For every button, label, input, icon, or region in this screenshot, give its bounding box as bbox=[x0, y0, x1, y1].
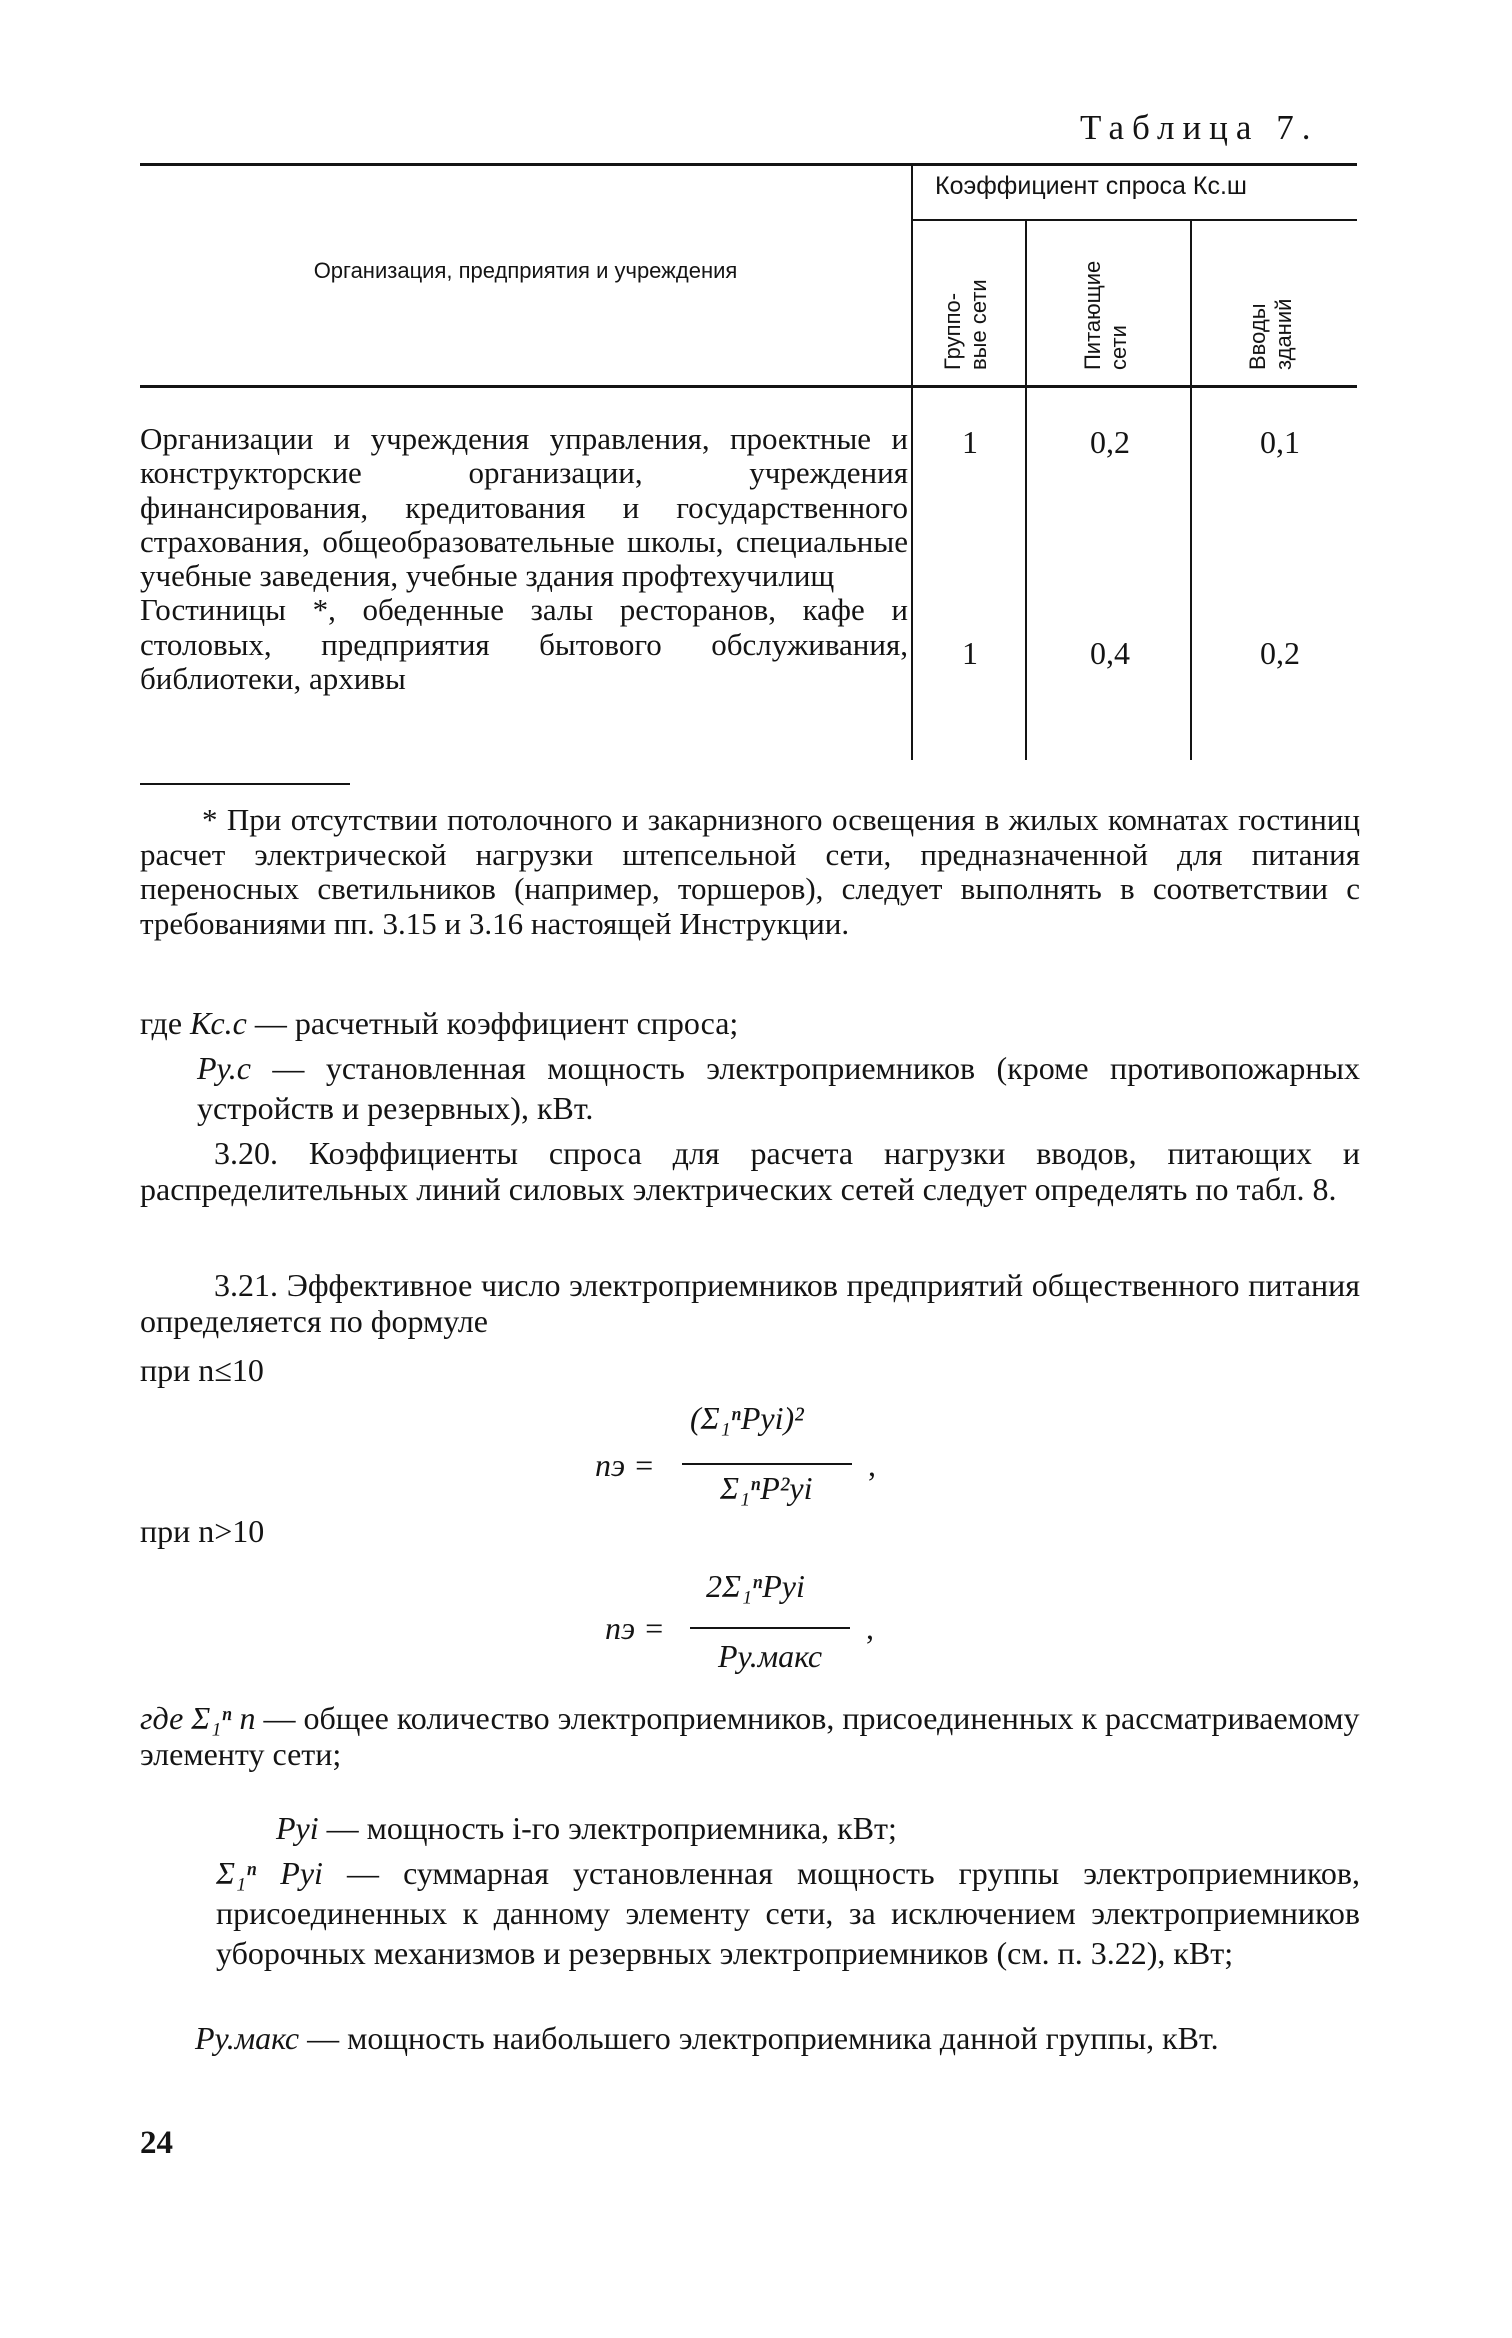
formula-2-comma: , bbox=[866, 1610, 874, 1646]
subheader-building-inputs: Вводы зданий bbox=[1245, 298, 1296, 370]
table-caption: Таблица 7. bbox=[1080, 108, 1319, 147]
symbol-pyc: Ру.с bbox=[197, 1050, 251, 1086]
symbol-pymax: Ру.макс bbox=[195, 2020, 300, 2056]
footnote-rule bbox=[140, 783, 350, 785]
formula-1-numerator: (Σ₁ⁿPуi)² bbox=[690, 1400, 804, 1436]
row-1-feeder-value: 0,2 bbox=[1090, 424, 1130, 460]
symbol-kcc: Кс.с bbox=[190, 1005, 247, 1041]
formula-1-bar bbox=[682, 1463, 852, 1465]
definition-pymax: Ру.макс — мощность наибольшего электроприемника данной группы, кВт. bbox=[195, 2020, 1219, 2056]
table-header-organization: Организация, предприятия и учреждения bbox=[313, 258, 738, 283]
formula-1-denominator: Σ₁ⁿP²уi bbox=[720, 1470, 813, 1506]
symbol-sum-pyi: Σ₁ⁿ Руi bbox=[216, 1855, 323, 1891]
header-bottom-rule bbox=[140, 385, 1357, 388]
symbol-sum-n: где Σ₁ⁿ n bbox=[140, 1700, 256, 1736]
formula-1-comma: , bbox=[868, 1447, 876, 1483]
subheader-group-networks: Группо- вые сети bbox=[940, 279, 991, 370]
symbol-pyi: Руi bbox=[276, 1810, 319, 1846]
row-2-feeder-value: 0,4 bbox=[1090, 635, 1130, 671]
formula-1-lhs: nэ = bbox=[595, 1447, 655, 1483]
table-row-1-name: Организации и учреждения управления, проектные и конструкторские организации, учреждения финансирования, кредитования и государственного страхования, общеобразовательные школы, специальные учебные заведения, учебные здания профтехучилищ bbox=[140, 421, 908, 594]
definition-kcc: где Кс.с — расчетный коэффициент спроса; bbox=[140, 1005, 739, 1041]
col-divider-3 bbox=[1190, 220, 1192, 760]
definition-pyc: Ру.с — установленная мощность электроприемников (кроме противопожарных устройств и резервных), кВт. bbox=[197, 1050, 1360, 1126]
page-number: 24 bbox=[140, 2125, 173, 2161]
row-2-group-value: 1 bbox=[962, 635, 978, 671]
paragraph-3-21: 3.21. Эффективное число электроприемников предприятий общественного питания определяется по формуле bbox=[140, 1267, 1360, 1339]
formula-2-lhs: nэ = bbox=[605, 1610, 665, 1646]
subheader-feeder-networks: Питающие сети bbox=[1080, 260, 1131, 370]
definition-pyi: Руi — мощность i-го электроприемника, кВт; bbox=[276, 1810, 897, 1846]
formula-2-denominator: Pу.макс bbox=[718, 1638, 823, 1674]
condition-n-gt-10: при n>10 bbox=[140, 1513, 265, 1549]
condition-n-le-10: при n≤10 bbox=[140, 1352, 264, 1388]
definition-sum-pyi: Σ₁ⁿ Руi — суммарная установленная мощность группы электроприемников, присоединенных к данному элементу сети, за исключением электроприемников уборочных механизмов и резервных электроприемников (см. п. 3.22), кВт; bbox=[216, 1855, 1361, 1971]
col-divider-2 bbox=[1025, 220, 1027, 760]
row-2-input-value: 0,2 bbox=[1260, 635, 1300, 671]
table-row-2-name: Гостиницы *, обеденные залы ресторанов, кафе и столовых, предприятия бытового обслуживания, библиотеки, архивы bbox=[140, 592, 908, 697]
row-1-input-value: 0,1 bbox=[1260, 424, 1300, 460]
table-footnote: * При отсутствии потолочного и закарнизного освещения в жилых комнатах гостиниц расчет электрической нагрузки штепсельной сети, предназначенной для питания переносных светильников (например, торшеров), следует выполнять в соответствии с требованиями пп. 3.15 и 3.16 настоящей Инструкции. bbox=[140, 802, 1360, 941]
paragraph-3-20: 3.20. Коэффициенты спроса для расчета нагрузки вводов, питающих и распределительных линий силовых электрических сетей следует определять по табл. 8. bbox=[140, 1135, 1360, 1207]
table-body-names bbox=[140, 422, 908, 696]
table-header-coefficient: Коэффициент спроса Кс.ш bbox=[935, 172, 1247, 200]
row-1-group-value: 1 bbox=[962, 424, 978, 460]
coef-header-rule bbox=[912, 219, 1357, 221]
table-top-rule bbox=[140, 163, 1357, 166]
formula-2-numerator: 2Σ₁ⁿPуi bbox=[706, 1568, 805, 1604]
formula-2-bar bbox=[690, 1627, 850, 1629]
definition-n: где Σ₁ⁿ n — общее количество электроприемников, присоединенных к рассматриваемому элементу сети; bbox=[140, 1700, 1360, 1772]
